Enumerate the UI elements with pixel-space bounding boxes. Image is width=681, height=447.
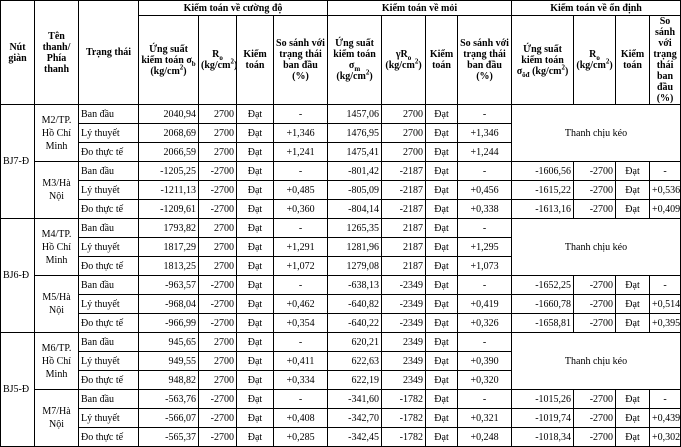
stability-compare-cell: +0,409 xyxy=(650,200,681,219)
stability-stress-cell: -1019,74 xyxy=(512,409,574,428)
fatigue-compare-cell: +0,248 xyxy=(458,428,512,447)
state-cell: Lý thuyết xyxy=(79,295,139,314)
strength-r0-cell: 2700 xyxy=(199,257,237,276)
strength-r0-cell: -2700 xyxy=(199,162,237,181)
strength-check-cell: Đạt xyxy=(237,181,274,200)
table-row xyxy=(1,276,681,295)
strength-compare-cell: +1,072 xyxy=(274,257,328,276)
fatigue-compare-cell: - xyxy=(458,105,512,124)
member-cell: M5/Hà Nội xyxy=(35,276,79,333)
stability-check-cell: Đạt xyxy=(616,409,650,428)
state-cell: Lý thuyết xyxy=(79,124,139,143)
state-cell: Ban đầu xyxy=(79,333,139,352)
fatigue-check-cell: Đạt xyxy=(426,428,458,447)
fatigue-compare-cell: - xyxy=(458,162,512,181)
fatigue-check-cell: Đạt xyxy=(426,162,458,181)
stability-note-cell: Thanh chịu kéo xyxy=(512,219,681,276)
strength-stress-cell: -968,04 xyxy=(139,295,199,314)
stability-compare-cell: - xyxy=(650,390,681,409)
member-cell: M3/Hà Nội xyxy=(35,162,79,219)
stability-check-cell: Đạt xyxy=(616,314,650,333)
unit-label: $(kg/cm^2)$ xyxy=(532,63,569,77)
header-member: Tên thanh/ Phía thanh xyxy=(35,1,79,105)
strength-stress-cell: 1817,29 xyxy=(139,238,199,257)
stability-r0-cell: -2700 xyxy=(574,295,616,314)
strength-stress-cell: -1209,61 xyxy=(139,200,199,219)
fatigue-compare-cell: - xyxy=(458,276,512,295)
strength-r0-cell: -2700 xyxy=(199,276,237,295)
fatigue-compare-cell: +0,390 xyxy=(458,352,512,371)
state-cell: Lý thuyết xyxy=(79,409,139,428)
state-cell: Ban đầu xyxy=(79,276,139,295)
unit-label: $(kg/cm^2)$ xyxy=(201,57,238,71)
state-cell: Đo thực tế xyxy=(79,371,139,390)
header-group-stability: Kiểm toán về ổn định xyxy=(512,1,681,16)
strength-stress-cell: -566,07 xyxy=(139,409,199,428)
strength-stress-cell: 945,65 xyxy=(139,333,199,352)
fatigue-stress-cell: 1279,08 xyxy=(328,257,382,276)
fatigue-r0-cell: 2700 xyxy=(382,143,426,162)
header-compare-fatigue: So sánh với trạng thái ban đầu (%) xyxy=(458,16,512,105)
stability-r0-cell: -2700 xyxy=(574,428,616,447)
fatigue-compare-cell: +0,419 xyxy=(458,295,512,314)
header-compare-stability: So sánh với trạng thái ban đầu (%) xyxy=(650,16,681,105)
strength-compare-cell: +1,346 xyxy=(274,124,328,143)
fatigue-r0-cell: -2349 xyxy=(382,314,426,333)
state-cell: Ban đầu xyxy=(79,219,139,238)
table-row xyxy=(1,428,681,447)
fatigue-stress-cell: 622,19 xyxy=(328,371,382,390)
fatigue-stress-cell: 622,63 xyxy=(328,352,382,371)
table-row xyxy=(1,409,681,428)
header-check-fatigue: Kiểm toán xyxy=(426,16,458,105)
fatigue-check-cell: Đạt xyxy=(426,409,458,428)
table-row xyxy=(1,219,681,238)
strength-stress-cell: -565,37 xyxy=(139,428,199,447)
fatigue-check-cell: Đạt xyxy=(426,143,458,162)
stability-compare-cell: - xyxy=(650,276,681,295)
strength-stress-cell: -1205,25 xyxy=(139,162,199,181)
fatigue-r0-cell: -1782 xyxy=(382,409,426,428)
strength-check-cell: Đạt xyxy=(237,257,274,276)
strength-check-cell: Đạt xyxy=(237,162,274,181)
fatigue-stress-cell: -801,42 xyxy=(328,162,382,181)
stability-compare-cell: +0,395 xyxy=(650,314,681,333)
stability-r0-cell: -2700 xyxy=(574,162,616,181)
node-cell: BJ7-Đ xyxy=(1,105,35,219)
strength-r0-cell: 2700 xyxy=(199,333,237,352)
fatigue-compare-cell: +1,073 xyxy=(458,257,512,276)
fatigue-compare-cell: +1,346 xyxy=(458,124,512,143)
state-cell: Đo thực tế xyxy=(79,200,139,219)
strength-compare-cell: +0,462 xyxy=(274,295,328,314)
fatigue-r0-cell: 2349 xyxy=(382,371,426,390)
strength-check-cell: Đạt xyxy=(237,105,274,124)
strength-check-cell: Đạt xyxy=(237,352,274,371)
strength-stress-cell: 949,55 xyxy=(139,352,199,371)
stability-check-cell: Đạt xyxy=(616,428,650,447)
strength-compare-cell: +0,360 xyxy=(274,200,328,219)
stability-check-cell: Đạt xyxy=(616,390,650,409)
fatigue-r0-cell: 2349 xyxy=(382,352,426,371)
strength-stress-cell: -966,99 xyxy=(139,314,199,333)
table-row xyxy=(1,105,681,124)
strength-compare-cell: - xyxy=(274,333,328,352)
fatigue-r0-cell: -1782 xyxy=(382,428,426,447)
fatigue-stress-cell: 1475,41 xyxy=(328,143,382,162)
fatigue-compare-cell: +0,456 xyxy=(458,181,512,200)
table-row xyxy=(1,314,681,333)
stability-r0-cell: -2700 xyxy=(574,181,616,200)
strength-compare-cell: +0,485 xyxy=(274,181,328,200)
strength-compare-cell: +0,408 xyxy=(274,409,328,428)
fatigue-check-cell: Đạt xyxy=(426,314,458,333)
fatigue-check-cell: Đạt xyxy=(426,219,458,238)
strength-r0-cell: -2700 xyxy=(199,295,237,314)
stability-check-cell: Đạt xyxy=(616,181,650,200)
fatigue-stress-cell: -640,82 xyxy=(328,295,382,314)
strength-r0-cell: -2700 xyxy=(199,200,237,219)
strength-compare-cell: +0,334 xyxy=(274,371,328,390)
fatigue-r0-cell: -2187 xyxy=(382,200,426,219)
fatigue-r0-cell: 2187 xyxy=(382,219,426,238)
fatigue-r0-cell: -2187 xyxy=(382,181,426,200)
strength-check-cell: Đạt xyxy=(237,371,274,390)
fatigue-stress-cell: -342,70 xyxy=(328,409,382,428)
stress-subscript: ôđ xyxy=(522,70,530,79)
stability-stress-cell: -1615,22 xyxy=(512,181,574,200)
fatigue-compare-cell: +0,326 xyxy=(458,314,512,333)
fatigue-stress-cell: 1476,95 xyxy=(328,124,382,143)
strength-check-cell: Đạt xyxy=(237,124,274,143)
strength-compare-cell: - xyxy=(274,390,328,409)
strength-r0-cell: -2700 xyxy=(199,181,237,200)
strength-compare-cell: - xyxy=(274,162,328,181)
strength-check-cell: Đạt xyxy=(237,219,274,238)
fatigue-check-cell: Đạt xyxy=(426,200,458,219)
table-row xyxy=(1,333,681,352)
strength-check-cell: Đạt xyxy=(237,314,274,333)
stability-note-cell: Thanh chịu kéo xyxy=(512,105,681,162)
member-cell: M7/Hà Nội xyxy=(35,390,79,447)
state-cell: Lý thuyết xyxy=(79,181,139,200)
strength-r0-cell: 2700 xyxy=(199,238,237,257)
fatigue-stress-cell: -804,14 xyxy=(328,200,382,219)
stability-note-cell: Thanh chịu kéo xyxy=(512,333,681,390)
fatigue-check-cell: Đạt xyxy=(426,371,458,390)
fatigue-compare-cell: - xyxy=(458,219,512,238)
fatigue-r0-cell: 2349 xyxy=(382,333,426,352)
state-cell: Lý thuyết xyxy=(79,238,139,257)
stability-check-cell: Đạt xyxy=(616,295,650,314)
member-cell: M4/TP. Hồ Chí Minh xyxy=(35,219,79,276)
node-cell: BJ6-Đ xyxy=(1,219,35,333)
header-stress-strength xyxy=(139,16,199,105)
state-cell: Đo thực tế xyxy=(79,143,139,162)
fatigue-r0-cell: -2187 xyxy=(382,162,426,181)
strength-check-cell: Đạt xyxy=(237,143,274,162)
stress-subscript: b xyxy=(191,59,196,68)
fatigue-stress-cell: 1457,06 xyxy=(328,105,382,124)
table-row xyxy=(1,295,681,314)
strength-stress-cell: 1813,25 xyxy=(139,257,199,276)
header-group-fatigue: Kiểm toán về mỏi xyxy=(328,1,512,16)
fatigue-stress-cell: -342,45 xyxy=(328,428,382,447)
fatigue-r0-cell: 2187 xyxy=(382,238,426,257)
fatigue-r0-cell: -2349 xyxy=(382,276,426,295)
strength-check-cell: Đạt xyxy=(237,390,274,409)
fatigue-check-cell: Đạt xyxy=(426,390,458,409)
stability-r0-cell: -2700 xyxy=(574,314,616,333)
strength-check-cell: Đạt xyxy=(237,333,274,352)
table-row xyxy=(1,181,681,200)
stability-stress-cell: -1015,26 xyxy=(512,390,574,409)
stability-compare-cell: +0,514 xyxy=(650,295,681,314)
table-row xyxy=(1,200,681,219)
stability-check-cell: Đạt xyxy=(616,276,650,295)
fatigue-check-cell: Đạt xyxy=(426,105,458,124)
stability-stress-cell: -1018,34 xyxy=(512,428,574,447)
header-node: Nút giàn xyxy=(1,1,35,105)
fatigue-compare-cell: +1,295 xyxy=(458,238,512,257)
state-cell: Đo thực tế xyxy=(79,257,139,276)
strength-compare-cell: +0,411 xyxy=(274,352,328,371)
fatigue-check-cell: Đạt xyxy=(426,181,458,200)
stability-r0-cell: -2700 xyxy=(574,276,616,295)
stability-compare-cell: - xyxy=(650,162,681,181)
stability-stress-cell: -1613,16 xyxy=(512,200,574,219)
fatigue-compare-cell: +0,320 xyxy=(458,371,512,390)
fatigue-compare-cell: - xyxy=(458,333,512,352)
strength-compare-cell: +0,285 xyxy=(274,428,328,447)
fatigue-check-cell: Đạt xyxy=(426,257,458,276)
strength-r0-cell: 2700 xyxy=(199,219,237,238)
state-cell: Lý thuyết xyxy=(79,352,139,371)
header-gamma-r0-fatigue: $\gamma R_o$ $(kg/cm^2)$ xyxy=(382,16,426,105)
stability-check-cell: Đạt xyxy=(616,162,650,181)
header-row-groups xyxy=(1,1,681,16)
stability-check-cell: Đạt xyxy=(616,200,650,219)
strength-compare-cell: +1,241 xyxy=(274,143,328,162)
header-stress-fatigue xyxy=(328,16,382,105)
strength-compare-cell: +1,291 xyxy=(274,238,328,257)
stability-compare-cell: +0,536 xyxy=(650,181,681,200)
member-cell: M2/TP. Hồ Chí Minh xyxy=(35,105,79,162)
stability-stress-cell: -1606,56 xyxy=(512,162,574,181)
stability-stress-cell: -1660,78 xyxy=(512,295,574,314)
fatigue-stress-cell: -805,09 xyxy=(328,181,382,200)
state-cell: Đo thực tế xyxy=(79,428,139,447)
table-header xyxy=(1,1,681,105)
stability-compare-cell: +0,439 xyxy=(650,409,681,428)
strength-check-cell: Đạt xyxy=(237,238,274,257)
fatigue-check-cell: Đạt xyxy=(426,238,458,257)
stress-label: Ứng suất kiểm toán σ xyxy=(333,38,376,71)
fatigue-compare-cell: - xyxy=(458,390,512,409)
header-check-strength: Kiểm toán xyxy=(237,16,274,105)
state-cell: Ban đầu xyxy=(79,390,139,409)
stability-r0-cell: -2700 xyxy=(574,390,616,409)
stability-compare-cell: +0,302 xyxy=(650,428,681,447)
unit-label: $(kg/cm^2)$ xyxy=(150,63,187,77)
fatigue-stress-cell: 1281,96 xyxy=(328,238,382,257)
table-row xyxy=(1,162,681,181)
strength-stress-cell: 948,82 xyxy=(139,371,199,390)
header-state: Trạng thái xyxy=(79,1,139,105)
fatigue-compare-cell: +1,244 xyxy=(458,143,512,162)
strength-compare-cell: - xyxy=(274,219,328,238)
fatigue-r0-cell: 2700 xyxy=(382,124,426,143)
strength-stress-cell: -1211,13 xyxy=(139,181,199,200)
node-cell: BJ5-Đ xyxy=(1,333,35,447)
strength-r0-cell: -2700 xyxy=(199,428,237,447)
stress-label: Ứng suất kiểm toán σ xyxy=(141,43,192,66)
strength-r0-cell: 2700 xyxy=(199,371,237,390)
fatigue-compare-cell: +0,321 xyxy=(458,409,512,428)
fatigue-check-cell: Đạt xyxy=(426,276,458,295)
strength-check-cell: Đạt xyxy=(237,295,274,314)
stress-label: Ứng suất kiểm toán σ xyxy=(516,43,564,77)
stability-stress-cell: -1652,25 xyxy=(512,276,574,295)
strength-stress-cell: 2066,59 xyxy=(139,143,199,162)
table-body xyxy=(1,105,681,447)
fatigue-stress-cell: -638,13 xyxy=(328,276,382,295)
fatigue-stress-cell: 620,21 xyxy=(328,333,382,352)
strength-r0-cell: 2700 xyxy=(199,352,237,371)
strength-stress-cell: 2040,94 xyxy=(139,105,199,124)
strength-r0-cell: -2700 xyxy=(199,314,237,333)
strength-r0-cell: -2700 xyxy=(199,390,237,409)
fatigue-check-cell: Đạt xyxy=(426,295,458,314)
state-cell: Ban đầu xyxy=(79,162,139,181)
strength-r0-cell: 2700 xyxy=(199,124,237,143)
state-cell: Đo thực tế xyxy=(79,314,139,333)
header-compare-strength: So sánh với trạng thái ban đầu (%) xyxy=(274,16,328,105)
fatigue-r0-cell: 2187 xyxy=(382,257,426,276)
strength-stress-cell: 1793,82 xyxy=(139,219,199,238)
fatigue-stress-cell: -640,22 xyxy=(328,314,382,333)
table-row xyxy=(1,390,681,409)
strength-stress-cell: -563,76 xyxy=(139,390,199,409)
fatigue-check-cell: Đạt xyxy=(426,352,458,371)
strength-r0-cell: -2700 xyxy=(199,409,237,428)
fatigue-r0-cell: -1782 xyxy=(382,390,426,409)
header-check-stability: Kiểm toán xyxy=(616,16,650,105)
stability-stress-cell: -1658,81 xyxy=(512,314,574,333)
fatigue-stress-cell: -341,60 xyxy=(328,390,382,409)
header-r0-stability: $R_o$ $(kg/cm^2)$ xyxy=(574,16,616,105)
strength-check-cell: Đạt xyxy=(237,200,274,219)
strength-stress-cell: -963,57 xyxy=(139,276,199,295)
member-cell: M6/TP. Hồ Chí Minh xyxy=(35,333,79,390)
fatigue-compare-cell: +0,338 xyxy=(458,200,512,219)
unit-label: $(kg/cm^2)$ xyxy=(385,57,422,71)
fatigue-stress-cell: 1265,35 xyxy=(328,219,382,238)
strength-r0-cell: 2700 xyxy=(199,143,237,162)
stability-r0-cell: -2700 xyxy=(574,409,616,428)
header-r0-strength: $R_o$ $(kg/cm^2)$ xyxy=(199,16,237,105)
fatigue-r0-cell: 2700 xyxy=(382,105,426,124)
strength-compare-cell: +0,354 xyxy=(274,314,328,333)
strength-compare-cell: - xyxy=(274,276,328,295)
stress-subscript: m xyxy=(354,65,361,73)
state-cell: Ban đầu xyxy=(79,105,139,124)
strength-check-cell: Đạt xyxy=(237,428,274,447)
strength-check-cell: Đạt xyxy=(237,409,274,428)
header-group-strength: Kiểm toán về cường độ xyxy=(139,1,328,16)
strength-stress-cell: 2068,69 xyxy=(139,124,199,143)
fatigue-check-cell: Đạt xyxy=(426,124,458,143)
stability-r0-cell: -2700 xyxy=(574,200,616,219)
fatigue-check-cell: Đạt xyxy=(426,333,458,352)
unit-label: $(kg/cm^2)$ xyxy=(336,68,373,82)
strength-compare-cell: - xyxy=(274,105,328,124)
header-stress-stability xyxy=(512,16,574,105)
unit-label: $(kg/cm^2)$ xyxy=(576,57,613,71)
fatigue-r0-cell: -2349 xyxy=(382,295,426,314)
strength-check-cell: Đạt xyxy=(237,276,274,295)
strength-r0-cell: 2700 xyxy=(199,105,237,124)
